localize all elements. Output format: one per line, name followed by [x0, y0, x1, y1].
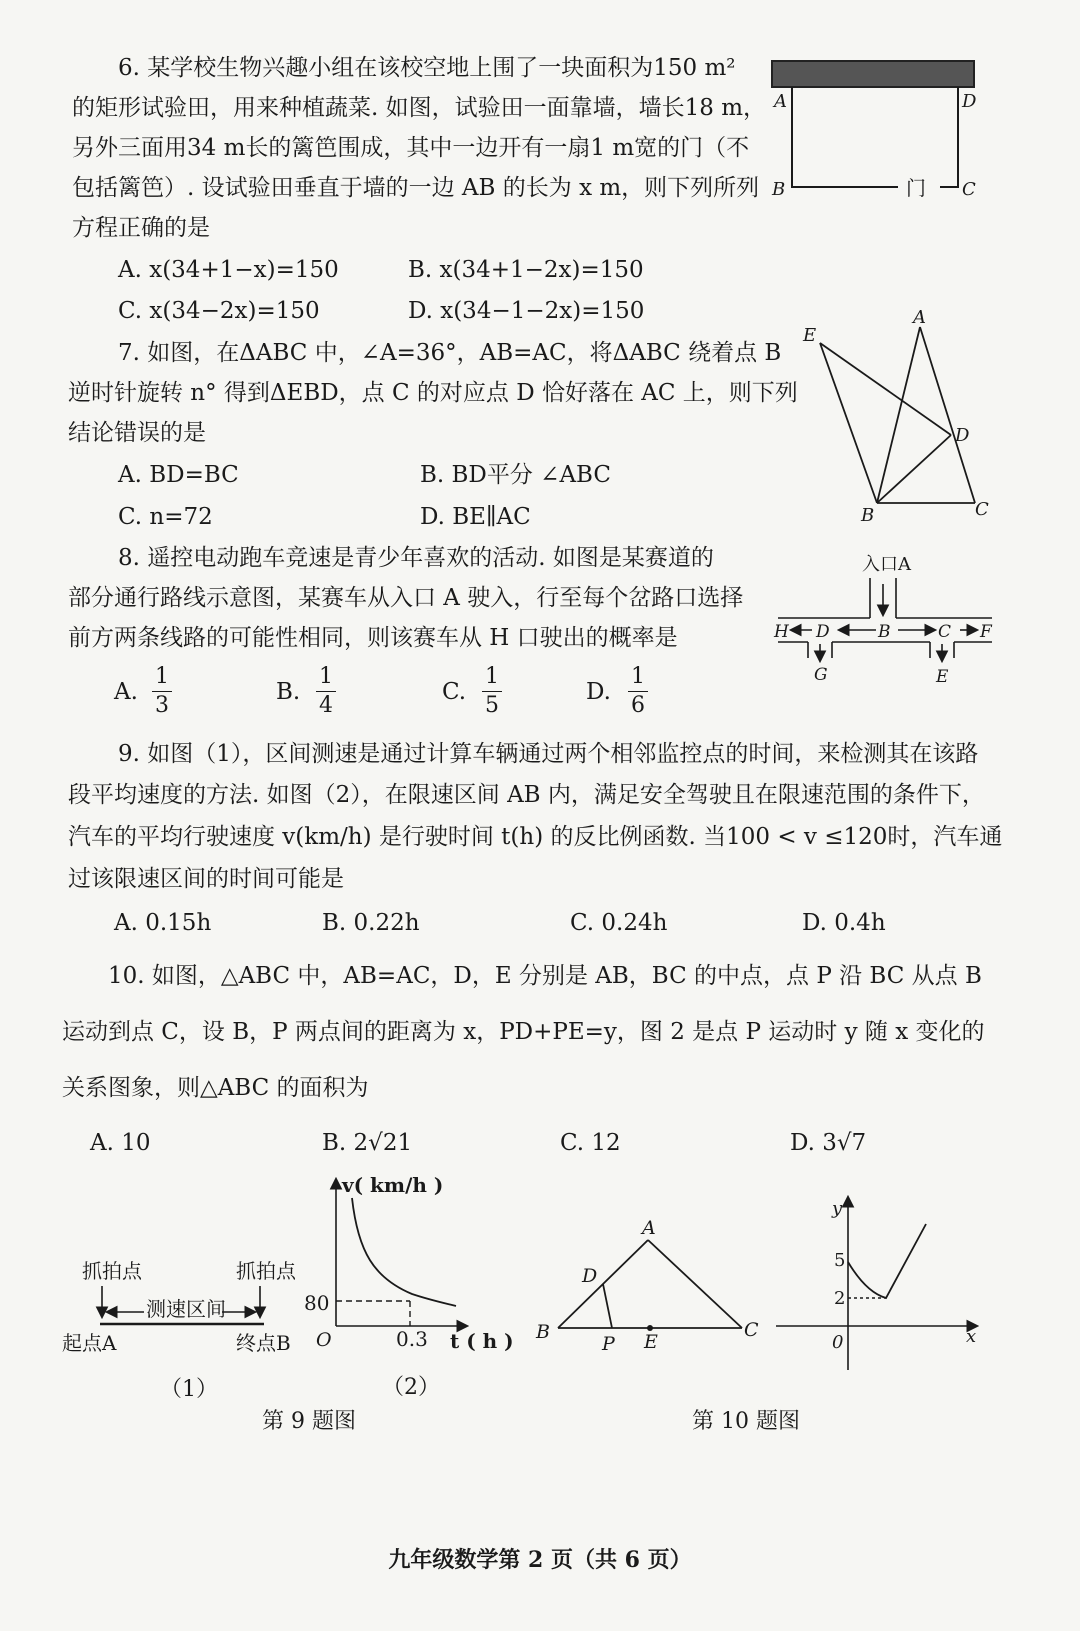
zone-label: 测速区间	[146, 1297, 226, 1321]
wall	[772, 61, 974, 87]
label-B: B	[861, 505, 875, 526]
q7-line-1: 7. 如图，在ΔABC 中，∠A=36°，AB=AC，将ΔABC 绕着点 B	[118, 340, 782, 366]
label-D: D	[582, 1265, 598, 1287]
q8-line-2: 部分通行路线示意图，某赛车从入口 A 驶入，行至每个岔路口选择	[68, 585, 744, 611]
door-label: 门	[906, 176, 926, 200]
v-axis-label: v( km/h )	[342, 1173, 444, 1197]
x-axis-label: x	[966, 1326, 977, 1347]
q9-option-a[interactable]: A. 0.15h	[114, 910, 212, 936]
page-footer: 九年级数学第 2 页（共 6 页）	[388, 1547, 692, 1573]
numerator: 1	[319, 664, 333, 689]
q7-line-3: 结论错误的是	[68, 420, 206, 446]
q7-option-d[interactable]: D. BE∥AC	[420, 504, 531, 530]
q10-line-1: 10. 如图，△ABC 中，AB=AC，D，E 分别是 AB，BC 的中点，点 P 沿 BC 从点 B	[108, 963, 982, 989]
q9-line-4: 过该限速区间的时间可能是	[68, 866, 344, 892]
label-C: C	[744, 1319, 759, 1341]
end-label: 终点B	[236, 1331, 291, 1355]
q10-line-2: 运动到点 C，设 B，P 两点间的距离为 x，PD+PE=y，图 2 是点 P 运动时 y 随 x 变化的	[62, 1019, 985, 1045]
numerator: 1	[155, 664, 169, 689]
graph-curve	[848, 1224, 926, 1298]
label-C: C	[962, 179, 976, 200]
q8-option-a-label[interactable]: A.	[114, 679, 138, 705]
y-80-label: 80	[304, 1291, 330, 1315]
q7-line-2: 逆时针旋转 n° 得到ΔEBD，点 C 的对应点 D 恰好落在 AC 上，则下列	[68, 380, 798, 406]
q7-option-b[interactable]: B. BD平分 ∠ABC	[420, 462, 611, 488]
q9-fig2-caption: （2）	[382, 1375, 440, 1400]
origin-label: 0	[832, 1332, 844, 1353]
label-A: A	[774, 91, 787, 112]
q6-line-5: 方程正确的是	[72, 215, 210, 241]
q8-line-3: 前方两条线路的可能性相同，则该赛车从 H 口驶出的概率是	[68, 625, 678, 651]
q8-option-d-fraction[interactable]	[626, 664, 650, 719]
q9-option-b[interactable]: B. 0.22h	[322, 910, 420, 936]
q7-option-c[interactable]: C. n=72	[118, 504, 213, 530]
q10-option-b[interactable]: B. 2√21	[322, 1130, 413, 1156]
q10-figure-caption: 第 10 题图	[692, 1409, 800, 1434]
q8-line-1: 8. 遥控电动跑车竞速是青少年喜欢的活动. 如图是某赛道的	[118, 545, 714, 571]
origin-label: O	[316, 1329, 332, 1351]
label-B: B	[772, 179, 786, 200]
q6-option-a[interactable]: A. x(34+1−x)=150	[118, 257, 339, 283]
cam-right-label: 抓拍点	[236, 1259, 296, 1283]
q7-option-a[interactable]: A. BD=BC	[118, 462, 239, 488]
label-A: A	[642, 1217, 656, 1239]
label-G: G	[814, 665, 828, 685]
t-axis-label: t ( h )	[450, 1329, 514, 1353]
q6-option-c[interactable]: C. x(34−2x)=150	[118, 298, 320, 324]
q10-option-c[interactable]: C. 12	[560, 1130, 621, 1156]
inverse-curve	[352, 1198, 456, 1306]
denominator: 3	[155, 693, 169, 718]
numerator: 1	[485, 664, 499, 689]
label-A: A	[913, 307, 926, 328]
label-D: D	[816, 622, 830, 642]
q6-line-4: 包括篱笆）. 设试验田垂直于墙的一边 AB 的长为 x m，则下列所列	[72, 175, 760, 201]
q9-line-2: 段平均速度的方法. 如图（2），在限速区间 AB 内，满足安全驾驶且在限速范围的条件下，	[68, 782, 985, 808]
start-label: 起点A	[62, 1331, 117, 1355]
q6-line-3: 另外三面用34 m长的篱笆围成，其中一边开有一扇1 m宽的门（不	[72, 135, 750, 161]
cam-left-label: 抓拍点	[82, 1259, 142, 1283]
label-C: C	[975, 499, 989, 520]
q8-option-b-label[interactable]: B.	[276, 679, 301, 705]
label-B: B	[878, 622, 891, 642]
q9-zone-figure	[60, 1250, 310, 1360]
fence-right	[940, 87, 958, 187]
q6-line-2: 的矩形试验田，用来种植蔬菜. 如图，试验田一面靠墙，墙长18 m，	[72, 95, 767, 121]
q10-option-d[interactable]: D. 3√7	[790, 1130, 867, 1156]
label-D: D	[962, 91, 977, 112]
q10-option-a[interactable]: A. 10	[90, 1130, 151, 1156]
q9-graph-figure	[300, 1170, 520, 1360]
q8-option-c-fraction[interactable]	[480, 664, 504, 719]
denominator: 6	[631, 693, 645, 718]
q8-option-d-label[interactable]: D.	[586, 679, 611, 705]
label-C: C	[938, 622, 952, 642]
q6-option-b[interactable]: B. x(34+1−2x)=150	[408, 257, 644, 283]
denominator: 4	[319, 693, 333, 718]
q10-triangle-figure	[530, 1210, 770, 1360]
x-03-label: 0.3	[396, 1327, 428, 1351]
q7-triangle-figure	[795, 305, 995, 530]
label-E: E	[644, 1331, 658, 1353]
numerator: 1	[631, 664, 645, 689]
q10-graph-figure	[770, 1190, 990, 1380]
y-2-label: 2	[834, 1288, 846, 1309]
q6-line-1: 6. 某学校生物兴趣小组在该校空地上围了一块面积为150 m²	[118, 55, 736, 81]
q6-field-figure	[770, 55, 980, 205]
q8-option-c-label[interactable]: C.	[442, 679, 467, 705]
label-D: D	[955, 425, 970, 446]
label-P: P	[602, 1333, 615, 1355]
q9-line-1: 9. 如图（1），区间测速是通过计算车辆通过两个相邻监控点的时间，来检测其在该路	[118, 741, 979, 767]
q6-option-d[interactable]: D. x(34−1−2x)=150	[408, 298, 645, 324]
q9-option-d[interactable]: D. 0.4h	[802, 910, 886, 936]
q9-figure-caption: 第 9 题图	[262, 1409, 356, 1434]
q9-fig1-caption: （1）	[160, 1377, 218, 1402]
q8-option-b-fraction[interactable]	[314, 664, 338, 719]
q10-line-3: 关系图象，则△ABC 的面积为	[62, 1075, 369, 1101]
q8-option-a-fraction[interactable]	[150, 664, 174, 719]
entry-label: 入口A	[862, 554, 911, 575]
q9-option-c[interactable]: C. 0.24h	[570, 910, 668, 936]
y-axis-label: y	[832, 1198, 843, 1219]
fence	[792, 87, 898, 187]
y-5-label: 5	[834, 1250, 846, 1271]
denominator: 5	[485, 693, 499, 718]
label-E: E	[803, 325, 817, 346]
label-B: B	[536, 1321, 550, 1343]
q8-track-figure	[770, 550, 1000, 690]
label-H: H	[774, 622, 789, 642]
label-E: E	[936, 667, 949, 687]
q9-line-3: 汽车的平均行驶速度 v(km/h) 是行驶时间 t(h) 的反比例函数. 当100 < v ≤120时，汽车通	[68, 824, 1003, 850]
label-F: F	[980, 622, 992, 642]
